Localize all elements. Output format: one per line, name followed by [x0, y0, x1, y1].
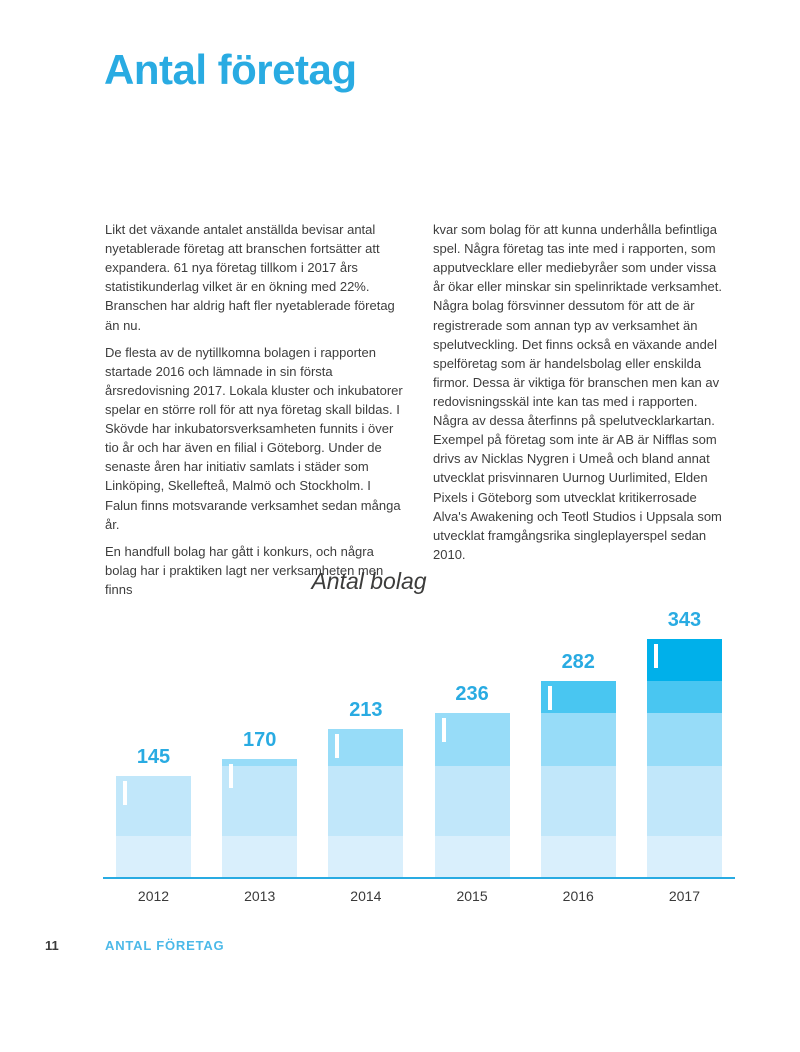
- bar-group-2016: [541, 651, 616, 877]
- page-number: 11: [45, 938, 59, 953]
- bar-group-2012: [116, 746, 191, 877]
- bar-value-label: 213: [349, 699, 383, 721]
- bar-group-2015: [435, 683, 510, 877]
- x-axis-label-2015: 2015: [456, 888, 488, 904]
- article-right-column: [433, 220, 727, 607]
- page-title: Antal företag: [104, 46, 357, 93]
- article-columns: [105, 220, 727, 607]
- x-axis-label-2016: 2016: [562, 888, 594, 904]
- paragraph: En handfull bolag har gått i konkurs, och några bolag har i praktiken lagt ner verksamheten men finns: [105, 543, 384, 597]
- x-axis-label-2012: 2012: [137, 888, 170, 904]
- bar-2015: [435, 713, 510, 877]
- bar-2014: [328, 729, 403, 877]
- chart-title: Antal bolag: [311, 568, 427, 594]
- bar-highlight: [548, 686, 552, 710]
- bar-highlight: [123, 781, 127, 805]
- chart-plot-area: [103, 611, 735, 879]
- bar-group-2014: [328, 699, 403, 877]
- paragraph: kvar som bolag för att kunna underhålla befintliga spel. Några företag tas inte med i rapporten, som apputvecklare eller mediebyråer som under vissa år ökar eller minskar sin spelinriktade verksamhet. Några bolag försvinner dessutom för att de är registrerade som annan typ av verksamhet än spelutveckling. Det finns också en växande andel spelföretag som är handelsbolag eller enskilda firmor. Dessa är viktiga för branschen men kan av redovisningsskäl inte kan tas med i rapporten. Några av dessa återfinns på spelutvecklarkartan. Exempel på företag som inte är AB är Nifflas som drivs av Nicklas Nygren i Umeå och bland annat utvecklat prisvinnaren Uurnog Uurlimited, Elden Pixels i Göteborg som utvecklat kritikerrosade Alva's Awakening och Teotl Studios i Uppsala som utvecklat framgångsrika singleplayerspel sedan 2010.: [433, 222, 722, 562]
- paragraph: De flesta av de nytillkomna bolagen i rapporten startade 2016 och lämnade in sin första årsredovisning 2017. Lokala kluster och inkubatorer spelar en större roll för att nya företag skall bildas. I Skövde har inkubatorsverksamheten funnits i över tio år och har även en filial i Göteborg. Under de senaste åren har initiativ samlats i städer som Linköping, Skellefteå, Malmö och Stockholm. I Falun finns motsvarande verksamhet sedan många år.: [105, 344, 403, 532]
- bar-value-label: 282: [561, 651, 595, 673]
- bar-value-label: 343: [667, 609, 702, 631]
- x-axis-label-2017: 2017: [668, 888, 701, 904]
- bar-2017: [647, 639, 722, 877]
- footer-section-label: ANTAL FÖRETAG: [105, 938, 225, 953]
- bar-highlight: [335, 734, 339, 758]
- bar-value-label: 145: [136, 746, 171, 768]
- bar-group-2017: [647, 609, 722, 877]
- paragraph: Likt det växande antalet anställda bevisar antal nyetablerade företag att branschen fortsätter att expandera. 61 nya företag tillkom i 2017 års statistikunderlag vilket är en ökning med 22%. Branschen har aldrig haft fler nyetablerade företag än nu.: [105, 222, 395, 333]
- bar-chart: [103, 568, 735, 904]
- x-axis-label-2014: 2014: [350, 888, 382, 904]
- article-left-column: [105, 220, 405, 607]
- chart-x-axis-labels: [103, 888, 735, 904]
- bar-2016: [541, 681, 616, 877]
- x-axis-label-2013: 2013: [244, 888, 276, 904]
- bar-2012: [116, 776, 191, 877]
- bar-highlight: [654, 644, 658, 668]
- bar-highlight: [442, 718, 446, 742]
- bar-highlight: [229, 764, 233, 788]
- bar-value-label: 236: [455, 683, 489, 705]
- bar-value-label: 170: [243, 729, 277, 751]
- bar-2013: [222, 759, 297, 877]
- bar-group-2013: [222, 729, 297, 877]
